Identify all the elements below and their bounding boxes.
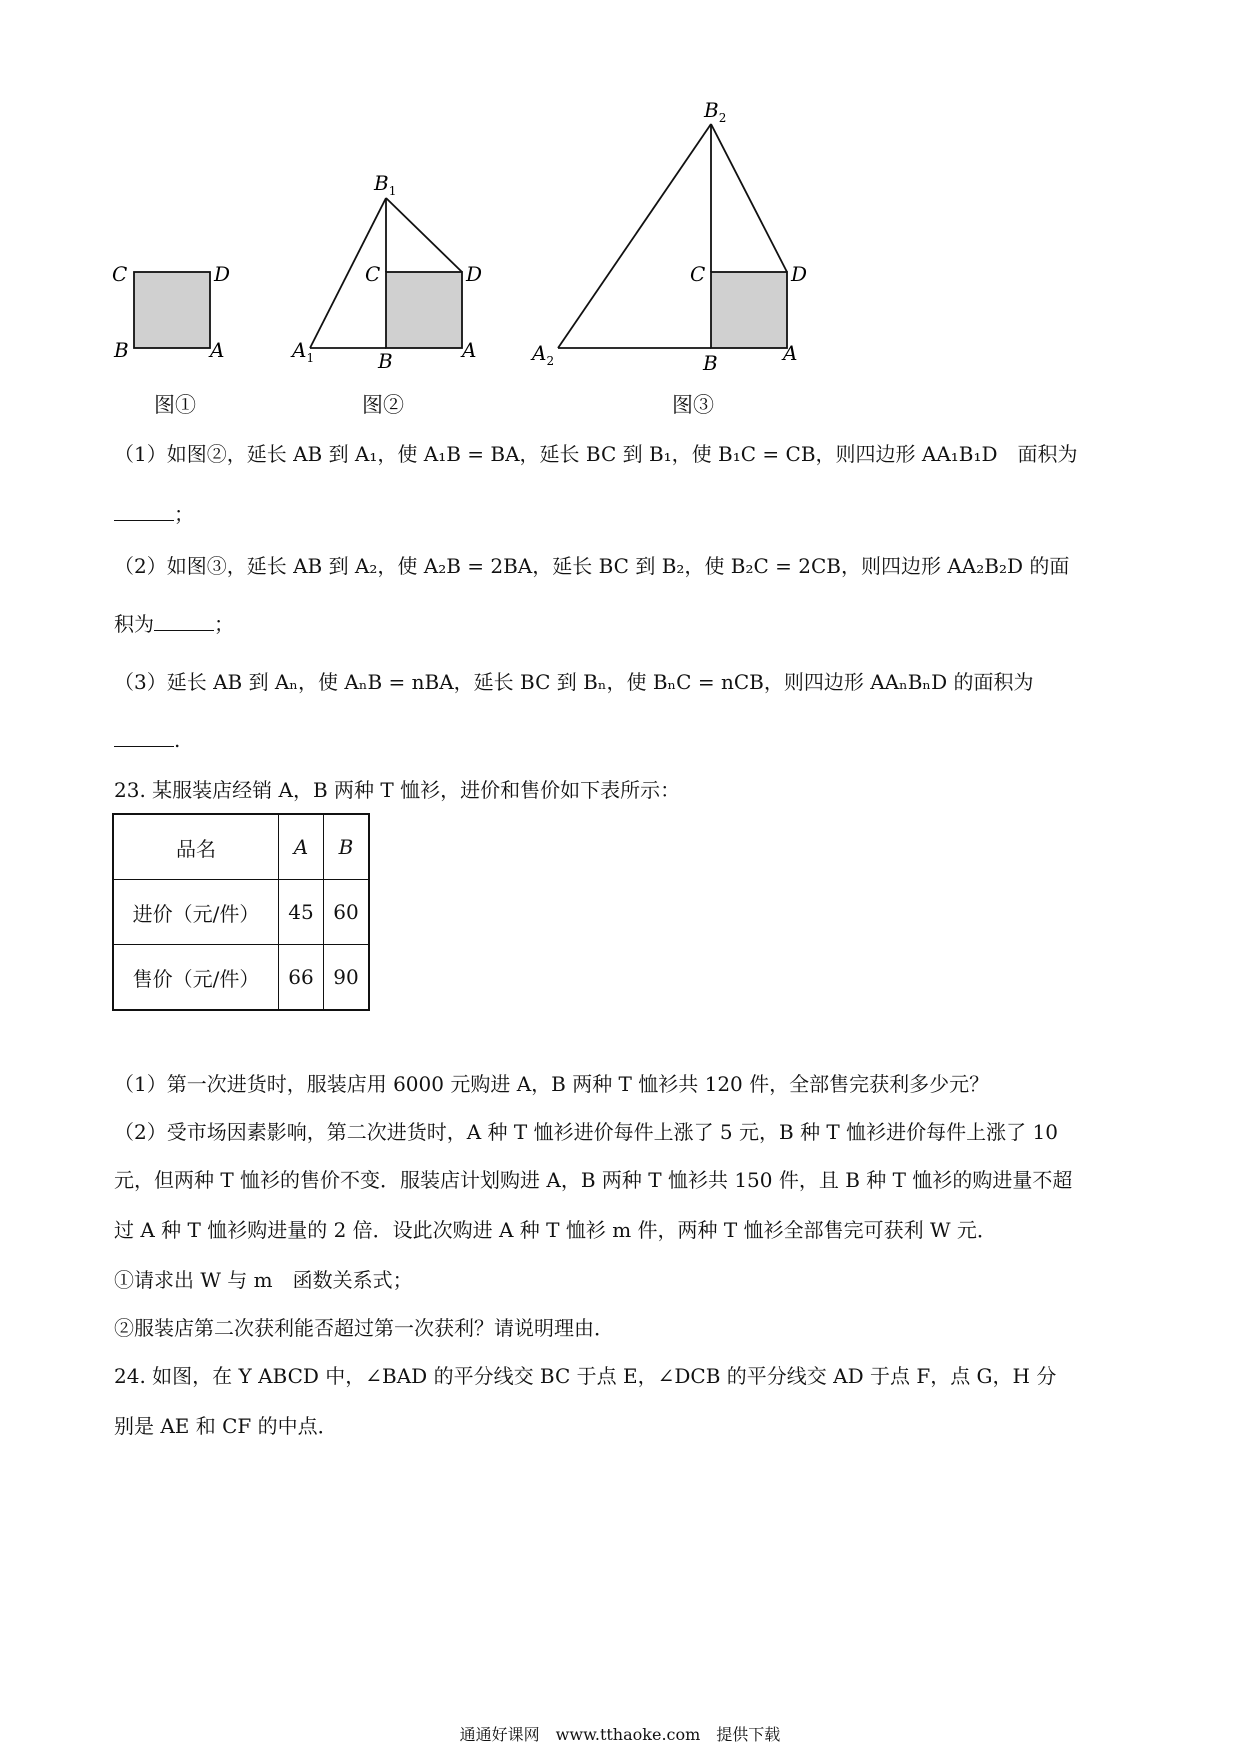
answer-blank-3[interactable] [114,728,174,747]
table-row [113,880,369,945]
q22-part1: （1）如图②，延长 AB 到 A₁，使 A₁B = BA，延长 BC 到 B₁，使 B₁C = CB，则四边形 AA₁B₁D 面积为 [114,442,1078,466]
answer-blank-2[interactable] [154,612,214,631]
fig3-side-b2d [711,124,787,272]
fig3-label-a: A [783,341,798,365]
page-footer: 通通好课网 www.tthaoke.com 提供下载 [459,1725,781,1744]
fig3-square [711,272,787,348]
fig2-label-c: C [365,262,381,286]
table-cell: 90 [324,945,370,1011]
q22-part3: （3）延长 AB 到 Aₙ，使 AₙB = nBA，延长 BC 到 Bₙ，使 BₙC = nCB，则四边形 AAₙBₙD 的面积为 [114,670,1034,694]
table-header-cell: B [324,814,370,880]
fig3-caption: 图③ [672,393,714,417]
fig3-label-c: C [690,262,706,286]
q23-sub2: ②服装店第二次获利能否超过第一次获利？请说明理由． [114,1316,614,1340]
q23-part1: （1）第一次进货时，服装店用 6000 元购进 A，B 两种 T 恤衫共 120 件，全部售完获利多少元？ [114,1072,990,1096]
q22-part2: （2）如图③，延长 AB 到 A₂，使 A₂B = 2BA，延长 BC 到 B₂，使 B₂C = 2CB，则四边形 AA₂B₂D 的面 [114,554,1070,578]
table-cell: 进价（元/件） [113,880,279,945]
fig2-side-b1d [386,198,462,272]
table-header-row [113,814,369,880]
fig2-square [386,272,462,348]
fig1-label-c: C [112,262,128,286]
figure-3 [530,98,807,375]
answer-blank-1[interactable] [114,502,174,521]
q24-line2: 别是 AE 和 CF 的中点． [114,1414,338,1438]
fig1-label-a: A [210,338,225,362]
table-row [113,945,369,1011]
q23-part2-line2: 元，但两种 T 恤衫的售价不变．服装店计划购进 A，B 两种 T 恤衫共 150 件，且 B 种 T 恤衫的购进量不超 [114,1168,1073,1192]
table-cell: 60 [324,880,370,945]
fig2-caption: 图② [362,393,404,417]
fig3-label-a2: $A_2$ [532,341,555,368]
q22-part3-answer: . [114,726,180,754]
q22-part2-cont: 积为 ； [114,612,234,636]
figure-2 [290,171,482,373]
q24-line1: 24. 如图，在 Y ABCD 中，∠BAD 的平分线交 BC 于点 E，∠DCB 的平分线交 AD 于点 F，点 G，H 分 [114,1364,1057,1388]
table-cell: 66 [279,945,324,1011]
fig3-side-a2b2 [558,124,711,348]
q23-part2-line3: 过 A 种 T 恤衫购进量的 2 倍．设此次购进 A 种 T 恤衫 m 件，两种 T 恤衫全部售完可获利 W 元． [114,1218,997,1242]
fig1-label-d: D [214,262,231,286]
table-header-cell: A [279,814,324,880]
price-table [112,813,370,1011]
fig1-caption: 图① [154,393,196,417]
geometry-figures [0,0,1240,420]
q23-sub1: ①请求出 W 与 m 函数关系式； [114,1268,413,1292]
fig2-label-d: D [466,262,483,286]
fig3-label-b2: $B_2$ [704,98,727,125]
figure-1 [112,262,230,362]
fig2-label-a1: $A_1$ [292,338,315,365]
fig2-label-b: B [378,349,393,373]
fig3-label-b: B [703,351,718,375]
table-cell: 45 [279,880,324,945]
fig2-label-a: A [462,338,477,362]
fig1-square [134,272,210,348]
q22-part1-answer: ； [114,500,194,528]
table-header-cell: 品名 [113,814,279,880]
q23-stem: 23. 某服装店经销 A，B 两种 T 恤衫，进价和售价如下表所示： [114,778,681,802]
fig2-label-b1: $B_1$ [374,171,397,198]
table-cell: 售价（元/件） [113,945,279,1011]
fig3-label-d: D [791,262,808,286]
fig1-label-b: B [114,338,129,362]
q23-part2-line1: （2）受市场因素影响，第二次进货时，A 种 T 恤衫进价每件上涨了 5 元，B 种 T 恤衫进价每件上涨了 10 [114,1120,1058,1144]
